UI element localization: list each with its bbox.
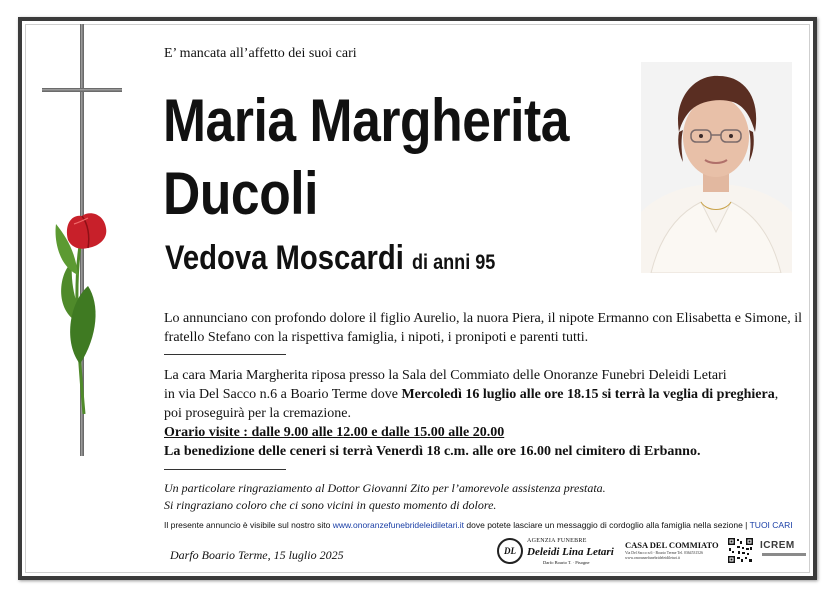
qr-code-icon [727,537,754,564]
funeral-line-2 [164,385,814,404]
name-line-2: Ducoli [163,160,319,227]
funeral-line-2-suffix: , [774,387,779,402]
separator-1 [164,354,286,355]
notice-prefix: Il presente annuncio è visibile sul nostro sito [164,520,333,530]
thanks-line-2: Si ringraziano coloro che ci sono vicini in questo momento di dolore. [164,498,497,512]
place-date: Darfo Boario Terme, 15 luglio 2025 [170,548,344,562]
thanks-line-1: Un particolare ringraziamento al Dottor Giovanni Zito per l’amorevole assistenza prestata. [164,481,606,495]
cross-with-tulip-icon [24,24,124,479]
website-link[interactable]: www.onoranzefunebrideleidiletari.it [332,520,465,530]
widow-line [165,238,495,283]
blessing-text: La benedizione delle ceneri si terrà Venerdì 18 c.m. alle ore 16.00 nel cimitero di Erbanno. [164,444,701,459]
funeral-details [164,366,814,461]
deceased-photo [641,62,792,273]
visiting-hours-text: Orario visite : dalle 9.00 alle 12.00 e dalle 15.00 alle 20.00 [164,425,505,440]
funeral-line-3: poi proseguirà per la cremazione. [164,406,351,421]
visiting-hours [164,423,814,442]
tuoi-cari-link[interactable]: TUOI CARI [749,520,793,530]
separator-2 [164,469,286,470]
casa-website: www.onoranzefunebrideleidiletari.it [625,556,680,560]
age: di anni 95 [412,251,496,274]
deceased-name [163,84,569,230]
agency-seal-icon: DL [497,538,523,564]
notice-middle: dove potete lasciare un messaggio di cordoglio alla famiglia nella sezione | [464,520,750,530]
icrem-logo-bar [762,553,806,556]
announcement-text: Lo annunciano con profondo dolore il figlio Aurelio, la nuora Piera, il nipote Ermanno con Elisabetta e Simone, il fratello Stefano con la rispettiva famiglia, i nipoti, i pronipoti e parenti tutti. [164,311,803,345]
name-line-1: Maria Margherita [163,87,570,154]
agency-title: AGENZIA FUNEBRE [527,538,587,544]
agency-locations: Darfo Boario T. · Pisogne [543,560,590,565]
widow-name: Vedova Moscardi [165,239,404,277]
intro-text: E’ mancata all’affetto dei suoi cari [164,46,357,61]
casa-address: Via Del Sacco n.6 - Boario Terme Tel. 0364531526 [625,551,703,555]
casa-commiato [625,540,725,572]
agency-name: Deleidi Lina Letari [527,546,614,558]
portrait-image [641,62,792,273]
website-notice [164,520,793,530]
blessing [164,442,814,461]
funeral-line-2-prefix: in via Del Sacco n.6 a Boario Terme dove [164,387,402,402]
vigil-time: Mercoledì 16 luglio alle ore 18.15 si terrà la veglia di preghiera [401,387,775,402]
icrem-logo: ICREM [760,540,795,551]
funeral-line-1: La cara Maria Margherita riposa presso la Sala del Commiato delle Onoranze Funebri Deleidi Letari [164,368,727,383]
thanks-text [164,480,606,514]
agency-logo [497,538,625,572]
casa-title: CASA DEL COMMIATO [625,540,719,550]
